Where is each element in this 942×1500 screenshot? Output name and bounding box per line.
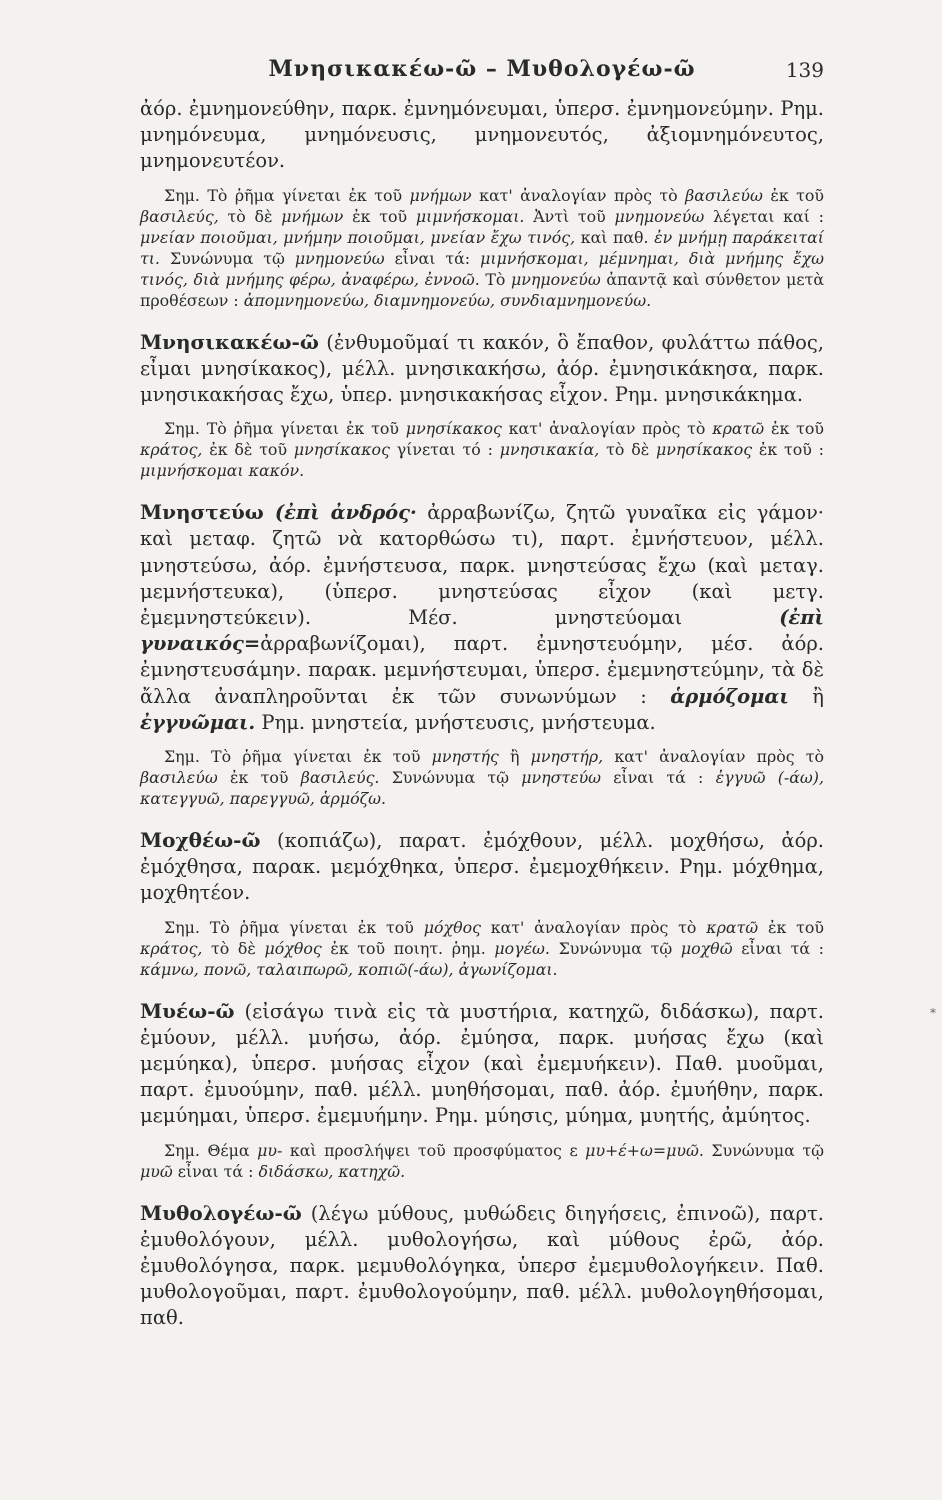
lemma: Μυέω-ῶ [140,998,235,1023]
entry-mythologeo: Μυθολογέω-ῶ (λέγω μύθους, μυθώδεις διηγήσεις, ἐπινοῶ), παρτ. ἐμυθολόγουν, μέλλ. μυθολογήσω, καὶ μύθους ἐρῶ, ἀόρ. ἐμυθολόγησα, παρκ. μεμυθολόγηκα, ὑπερσ ἐμεμυθολογήκειν. Παθ. μυθολογοῦμαι, παρτ. ἐμυθολογούμην, παθ. μέλλ. μυθολογηθήσομαι, παθ. [140,1200,824,1330]
entry-mnesikakeo: Μνησικακέω-ῶ (ἐνθυμοῦμαί τι κακόν, ὃ ἔπαθον, φυλάττω πάθος, εἶμαι μνησίκακος), μέλλ. μνησικακήσω, ἀόρ. ἐμνησικάκησα, παρκ. μνησικακήσας ἔχω, ὑπερ. μνησικακήσας εἶχον. Ρημ. μνησικάκημα. [140,329,824,407]
page-header [140,56,824,96]
page-number: 139 [785,58,824,82]
entry-note: Σημ. Τὸ ῥῆμα γίνεται ἐκ τοῦ μνηστής ἢ μνηστήρ, κατ' ἀναλογίαν πρὸς τὸ βασιλεύω ἐκ τοῦ βασιλεύς. Συνώνυμα τῷ μνηστεύω εἶναι τά : ἐγγυῶ (-άω), κατεγγυῶ, παρεγγυῶ, ἁρμόζω. [140,747,824,809]
entry-mnesteuo: Μνηστεύω (ἐπὶ ἀνδρός· ἀρραβωνίζω, ζητῶ γυναῖκα εἰς γάμον· καὶ μεταφ. ζητῶ νὰ κατορθώσω τι), παρτ. ἐμνήστευον, μέλλ. μνηστεύσω, ἀόρ. ἐμνήστευσα, παρκ. μνηστεύσας ἔχω (καὶ μεταγ. μεμνήστευκα), (ὑπερσ. μνηστεύσας εἶχον (καὶ μετγ. ἐμεμνηστεύκειν). Μέσ. μνηστεύομαι (ἐπὶ γυναικός=ἀρραβωνίζομαι), παρτ. ἐμνηστευόμην, μέσ. ἀόρ. ἐμνηστευσάμην. παρακ. μεμνήστευμαι, ὑπερσ. ἐμεμνηστεύμην, τὰ δὲ ἄλλα ἀναπληροῦνται ἐκ τῶν συνωνύμων : ἁρμόζομαι ἢ ἐγγυῶμαι. Ρημ. μνηστεία, μνήστευσις, μνήστευμα. [140,500,825,734]
lemma: Μυθολογέω-ῶ [140,1200,302,1225]
entry-note: Σημ. Θέμα μυ- καὶ προσλήψει τοῦ προσφύματος ε μυ+έ+ω=μυῶ. Συνώνυμα τῷ μυῶ εἶναι τά : διδάσκω, κατηχῶ. [140,1140,824,1181]
entry-note: Σημ. Τὸ ῥῆμα γίνεται ἐκ τοῦ μνήμων κατ' ἀναλογίαν πρὸς τὸ βασιλεύω ἐκ τοῦ βασιλεύς, τὸ δὲ μνήμων ἐκ τοῦ μιμνήσκομαι. Ἀντὶ τοῦ μνημονεύω λέγεται καί : μνείαν ποιοῦμαι, μνήμην ποιοῦμαι, μνείαν ἔχω τινός, καὶ παθ. ἐν μνήμῃ παράκειταί τι. Συνώνυμα τῷ μνημονεύω εἶναι τά: μιμνήσκομαι, μέμνημαι, διὰ μνήμης ἔχω τινός, διὰ μνήμης φέρω, ἀναφέρω, ἐννοῶ. Τὸ μνημονεύω ἀπαντᾷ καὶ σύνθετον μετὰ προθέσεων : ἀπομνημονεύω, διαμνημονεύω, συνδιαμνημονεύω. [140,185,825,310]
entry-continuation: ἀόρ. ἐμνημονεύθην, παρκ. ἐμνημόνευμαι, ὑπερσ. ἐμνημονεύμην. Ρημ. μνημόνευμα, μνημόνευσις, μνημονευτός, ἀξιομνημόνευτος, μνημονευτέον. [140,97,824,173]
entry-myeo: Μυέω-ῶ (εἰσάγω τινὰ εἰς τὰ μυστήρια, κατηχῶ, διδάσκω), παρτ. ἐμύουν, μέλλ. μυήσω, ἀόρ. ἐμύησα, παρκ. μυήσας ἔχω (καὶ μεμύηκα), ὑπερσ. μυήσας εἶχον (καὶ ἐμεμυήκειν). Παθ. μυοῦμαι, παρτ. ἐμυούμην, παθ. μέλλ. μυηθήσομαι, παθ. ἀόρ. ἐμυήθην, παρκ. μεμύημαι, ὑπερσ. ἐμεμυήμην. Ρημ. μύησις, μύημα, μυητής, ἀμύητος. [140,998,824,1128]
margin-mark: * [930,1006,936,1020]
entry-note: Σημ. Τὸ ῥῆμα γίνεται ἐκ τοῦ μνησίκακος κατ' ἀναλογίαν πρὸς τὸ κρατῶ ἐκ τοῦ κράτος, ἐκ δὲ τοῦ μνησίκακος γίνεται τό : μνησικακία, τὸ δὲ μνησίκακος ἐκ τοῦ : μιμνήσκομαι κακόν. [140,419,825,481]
lemma: Μνηστεύω [140,500,264,525]
lemma: Μνησικακέω-ῶ [140,329,319,354]
running-head: Μνησικακέω-ῶ – Μυθολογέω-ῶ [268,56,696,82]
lemma: Μοχθέω-ῶ [140,828,261,853]
entry-mochtheo: Μοχθέω-ῶ (κοπιάζω), παρατ. ἐμόχθουν, μέλλ. μοχθήσω, ἀόρ. ἐμόχθησα, παρακ. μεμόχθηκα, ὑπερσ. ἐμεμοχθήκειν. Ρημ. μόχθημα, μοχθητέον. [140,828,824,905]
entry-note: Σημ. Τὸ ῥῆμα γίνεται ἐκ τοῦ μόχθος κατ' ἀναλογίαν πρὸς τὸ κρατῶ ἐκ τοῦ κράτος, τὸ δὲ μόχθος ἐκ τοῦ ποιητ. ῥημ. μογέω. Συνώνυμα τῷ μοχθῶ εἶναι τά : κάμνω, πονῶ, ταλαιπωρῶ, κοπιῶ(-άω), ἀγωνίζομαι. [140,917,824,979]
